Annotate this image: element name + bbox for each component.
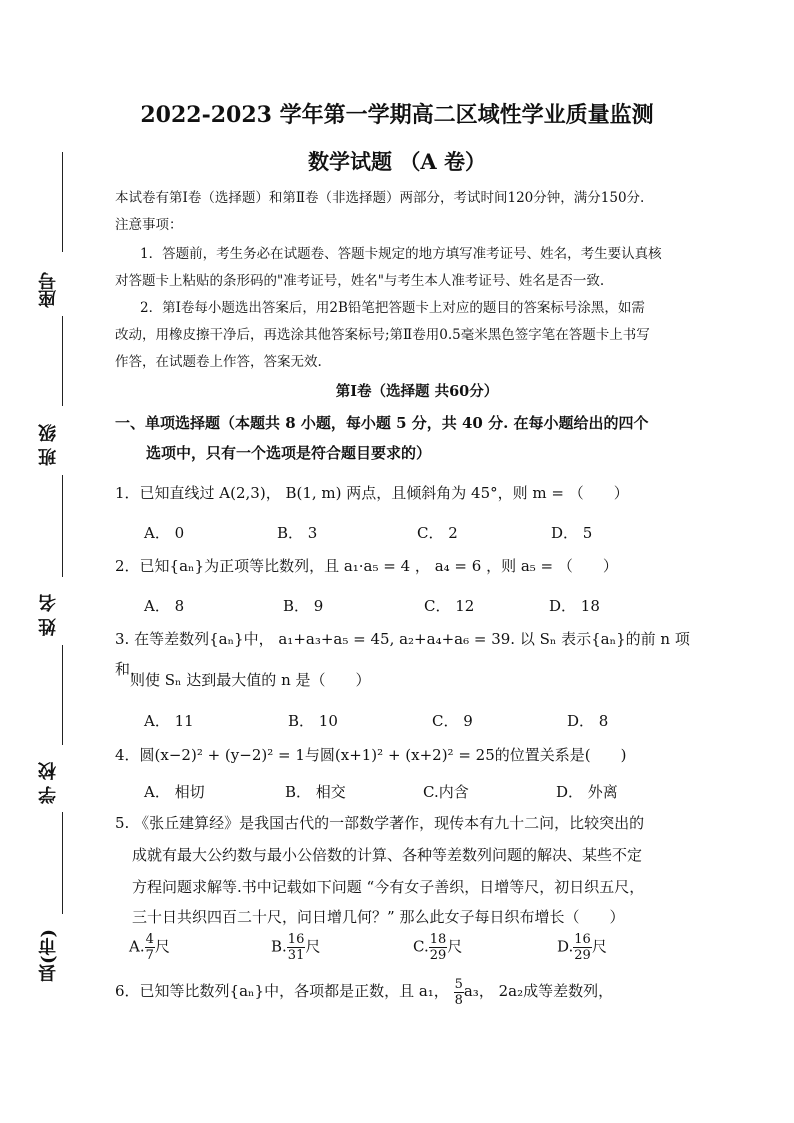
q2-option-c: C． 12 <box>424 597 475 615</box>
q4-option-b: B． 相交 <box>285 783 346 801</box>
q5-b-fraction <box>287 932 306 963</box>
question-4: 4．圆(x−2)² + (y−2)² = 1与圆(x+1)² + (x+2)² = 25的位置关系是( ) <box>115 746 627 764</box>
question-6 <box>115 976 695 1008</box>
q6-text-a: 6．已知等比数列{aₙ}中，各项都是正数，且 a₁， <box>115 982 449 1000</box>
question-5-line2: 成就有最大公约数与最小公倍数的计算、各种等差数列问题的解决、某些不定 <box>132 846 643 864</box>
note-2b: 改动，用橡皮擦干净后，再选涂其他答案标号;第Ⅱ卷用0.5毫米黑色签字笔在答题卡上书写 <box>115 327 650 343</box>
q5-option-b <box>271 932 320 963</box>
q5-d-den: 29 <box>574 948 591 963</box>
county-line <box>62 812 63 914</box>
school-line <box>62 645 63 745</box>
q6-frac-num: 5 <box>454 976 463 992</box>
exam-subtitle: 数学试题 （A 卷） <box>308 149 486 174</box>
q1-option-b: B． 3 <box>277 524 318 542</box>
q5-option-c <box>413 932 462 963</box>
class-label: 班 级 <box>38 423 59 466</box>
q5-a-prefix: A. <box>129 937 145 956</box>
q3-option-a: A． 11 <box>144 712 194 730</box>
name-line <box>62 475 63 577</box>
q5-b-unit: 尺 <box>305 937 321 956</box>
q5-c-den: 29 <box>429 948 447 963</box>
county-label: 县(市) <box>38 928 59 982</box>
q6-frac-den: 8 <box>454 992 463 1008</box>
exam-title: 2022-2023 学年第一学期高二区域性学业质量监测 <box>140 102 654 128</box>
q5-a-unit: 尺 <box>154 937 170 956</box>
q5-d-fraction <box>573 932 592 963</box>
q5-a-fraction <box>145 932 155 963</box>
q4-option-d: D． 外离 <box>556 783 618 801</box>
note-2c: 作答，在试题卷上作答，答案无效. <box>115 354 322 370</box>
q5-a-den: 7 <box>145 948 154 963</box>
q5-d-num: 16 <box>574 932 591 947</box>
q5-a-num: 4 <box>145 932 154 947</box>
part1-heading-b: 选项中，只有一个选项是符合题目要求的） <box>146 444 432 462</box>
q1-option-c: C． 2 <box>417 524 458 542</box>
notice-title: 注意事项： <box>115 217 183 233</box>
q6-fraction <box>454 977 464 1008</box>
q5-c-unit: 尺 <box>447 937 463 956</box>
q5-c-fraction <box>429 932 448 963</box>
question-3: 3. 在等差数列{aₙ}中， a₁+a₃+a₅ = 45, a₂+a₄+a₆ = 39. 以 Sₙ 表示{aₙ}的前 n 项和， <box>115 630 690 678</box>
q5-b-prefix: B. <box>271 937 287 956</box>
part1-heading-a: 一、单项选择题（本题共 8 小题，每小题 5 分，共 40 分. 在每小题给出的四个 <box>115 414 649 432</box>
note-1b: 对答题卡上粘贴的条形码的"准考证号，姓名"与考生本人准考证号、姓名是否一致. <box>115 273 605 289</box>
q5-d-unit: 尺 <box>591 937 607 956</box>
q2-option-d: D． 18 <box>549 597 600 615</box>
q2-option-b: B． 9 <box>283 597 324 615</box>
q3-option-c: C． 9 <box>432 712 473 730</box>
q3-option-b: B． 10 <box>288 712 338 730</box>
seat-label: 座号 <box>38 272 59 308</box>
q3-option-d: D． 8 <box>567 712 609 730</box>
q1-option-d: D． 5 <box>551 524 593 542</box>
q4-option-a: A． 相切 <box>144 783 205 801</box>
q5-option-a <box>129 932 170 963</box>
q5-option-d <box>557 932 607 963</box>
q5-b-num: 16 <box>287 932 305 947</box>
q2-option-a: A． 8 <box>144 597 185 615</box>
question-2: 2．已知{aₙ}为正项等比数列，且 a₁·a₅ = 4 ， a₄ = 6 ，则 a₅ = （ ） <box>115 557 618 575</box>
section-heading: 第Ⅰ卷（选择题 共60分） <box>335 383 499 400</box>
q5-c-prefix: C. <box>413 937 429 956</box>
question-3-cont: 则使 Sₙ 达到最大值的 n 是（ ） <box>130 671 371 689</box>
q4-option-c: C.内含 <box>423 783 469 801</box>
question-5-line4: 三十日共织四百二十尺，问日增几何？” 那么此女子每日织布增长（ ） <box>132 908 625 926</box>
q5-d-prefix: D. <box>557 937 574 956</box>
intro-line: 本试卷有第Ⅰ卷（选择题）和第Ⅱ卷（非选择题）两部分，考试时间120分钟，满分150分. <box>115 190 645 206</box>
name-label: 姓 名 <box>38 593 59 636</box>
question-5-line3: 方程问题求解等.书中记载如下问题 “今有女子善织，日增等尺，初日织五尺， <box>132 878 645 896</box>
note-2a: 2．第Ⅰ卷每小题选出答案后，用2B铅笔把答题卡上对应的题目的答案标号涂黑，如需 <box>140 300 645 316</box>
question-1: 1．已知直线过 A(2,3)， B(1, m) 两点，且倾斜角为 45°，则 m = （ ） <box>115 484 629 502</box>
question-5: 5. 《张丘建算经》是我国古代的一部数学著作，现传本有九十二问，比较突出的 <box>115 814 645 832</box>
q1-option-a: A． 0 <box>144 524 185 542</box>
note-1a: 1．答题前，考生务必在试题卷、答题卡规定的地方填写准考证号、姓名，考生要认真核 <box>140 246 662 262</box>
q6-text-b: a₃， 2a₂成等差数列， <box>463 982 614 1000</box>
q5-b-den: 31 <box>287 948 305 963</box>
school-label: 学 校 <box>38 761 59 804</box>
q5-c-num: 18 <box>429 932 447 947</box>
